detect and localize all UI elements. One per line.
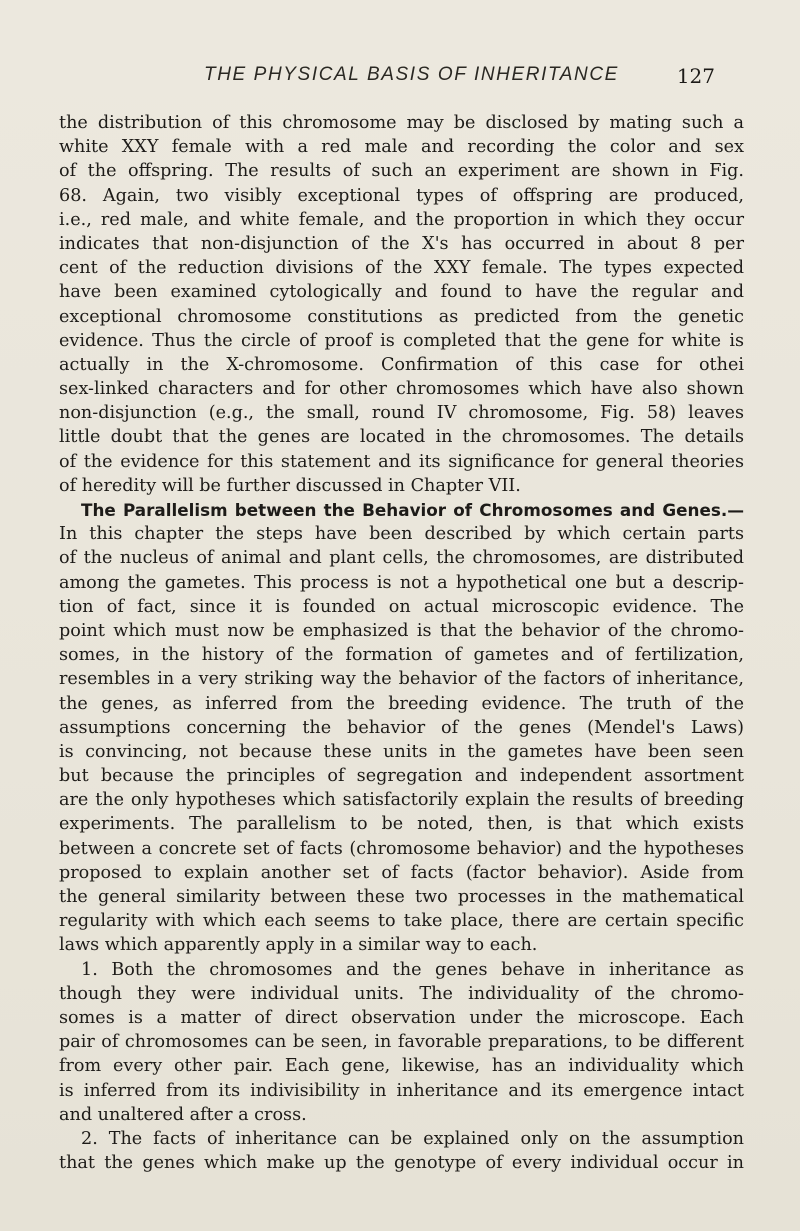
text-line: laws which apparently apply in a similar way to each. [59,935,538,956]
text-line: is inferred from its indivisibility in inheritance and its emergence intact [59,1080,744,1101]
text-line: cent of the reduction divisions of the XXY female. The types expected [59,258,744,279]
text-line: assumptions concerning the behavior of the genes (Mendel's Laws) [59,717,744,738]
text-line: but because the principles of segregation and independent assortment [59,766,744,787]
section-heading: The Parallelism between the Behavior of Chromosomes and Genes.— [81,500,744,520]
text-line: and unaltered after a cross. [59,1104,307,1125]
text-line: of the offspring. The results of such an experiment are shown in Fig. [59,161,744,182]
text-line: between a concrete set of facts (chromosome behavior) and the hypotheses [59,838,744,859]
text-line: evidence. Thus the circle of proof is completed that the gene for white is [59,330,744,351]
text-line: the distribution of this chromosome may be disclosed by mating such a [59,113,744,133]
text-line: of the nucleus of animal and plant cells, the chromosomes, are distributed [59,548,744,569]
page-number: 127 [676,64,715,88]
running-head [50,64,750,96]
text-line: point which must now be emphasized is that the behavior of the chromo- [59,620,744,641]
text-line: proposed to explain another set of facts (factor behavior). Aside from [59,862,744,883]
text-line: the genes, as inferred from the breeding evidence. The truth of the [59,693,744,714]
text-line: exceptional chromosome constitutions as predicted from the genetic [59,306,744,327]
text-line: i.e., red male, and white female, and the proportion in which they occur [59,209,744,230]
text-line: are the only hypotheses which satisfactorily explain the results of breeding [59,790,744,811]
text-line: little doubt that the genes are located in the chromosomes. The details [59,427,744,448]
text-line: white XXY female with a red male and recording the color and sex [59,137,744,158]
text-line: is convincing, not because these units in the gametes have been seen [59,741,744,762]
text-line: resembles in a very striking way the behavior of the factors of inheritance, [59,669,744,690]
text-line: 2. The facts of inheritance can be explained only on the assumption [81,1128,744,1149]
text-line: though they were individual units. The individuality of the chromo- [59,983,744,1004]
text-line: somes, in the history of the formation of gametes and of fertilization, [59,645,744,666]
text-line: tion of fact, since it is founded on actual microscopic evidence. The [59,596,744,617]
running-title: THE PHYSICAL BASIS OF INHERITANCE [204,64,619,85]
text-line: indicates that non-disjunction of the X's has occurred in about 8 per [59,233,744,254]
text-line: pair of chromosomes can be seen, in favorable preparations, to be different [59,1032,744,1053]
text-line: the general similarity between these two processes in the mathematical [59,887,744,907]
body-text [59,111,744,1175]
text-line: that the genes which make up the genotype of every individual occur in [59,1153,744,1174]
text-line: of the evidence for this statement and its significance for general theories [59,451,744,472]
text-line: have been examined cytologically and found to have the regular and [59,282,744,303]
text-line: non-disjunction (e.g., the small, round IV chromosome, Fig. 58) leaves [59,403,744,424]
text-line: regularity with which each seems to take place, there are certain specific [59,911,744,932]
text-line: experiments. The parallelism to be noted, then, is that which exists [59,814,744,835]
text-line: from every other pair. Each gene, likewise, has an individuality which [59,1056,744,1077]
text-line: sex-linked characters and for other chromosomes which have also shown [59,379,744,400]
text-line: 1. Both the chromosomes and the genes behave in inheritance as [81,959,744,980]
text-line: actually in the X-chromosome. Confirmation of this case for othei [59,354,744,375]
text-line: 68. Again, two visibly exceptional types of offspring are produced, [59,185,744,206]
text-line: In this chapter the steps have been described by which certain parts [59,524,744,545]
text-line: somes is a matter of direct observation under the microscope. Each [59,1007,744,1028]
text-line: of heredity will be further discussed in Chapter VII. [59,475,521,496]
text-line: among the gametes. This process is not a hypothetical one but a descrip- [59,572,744,593]
